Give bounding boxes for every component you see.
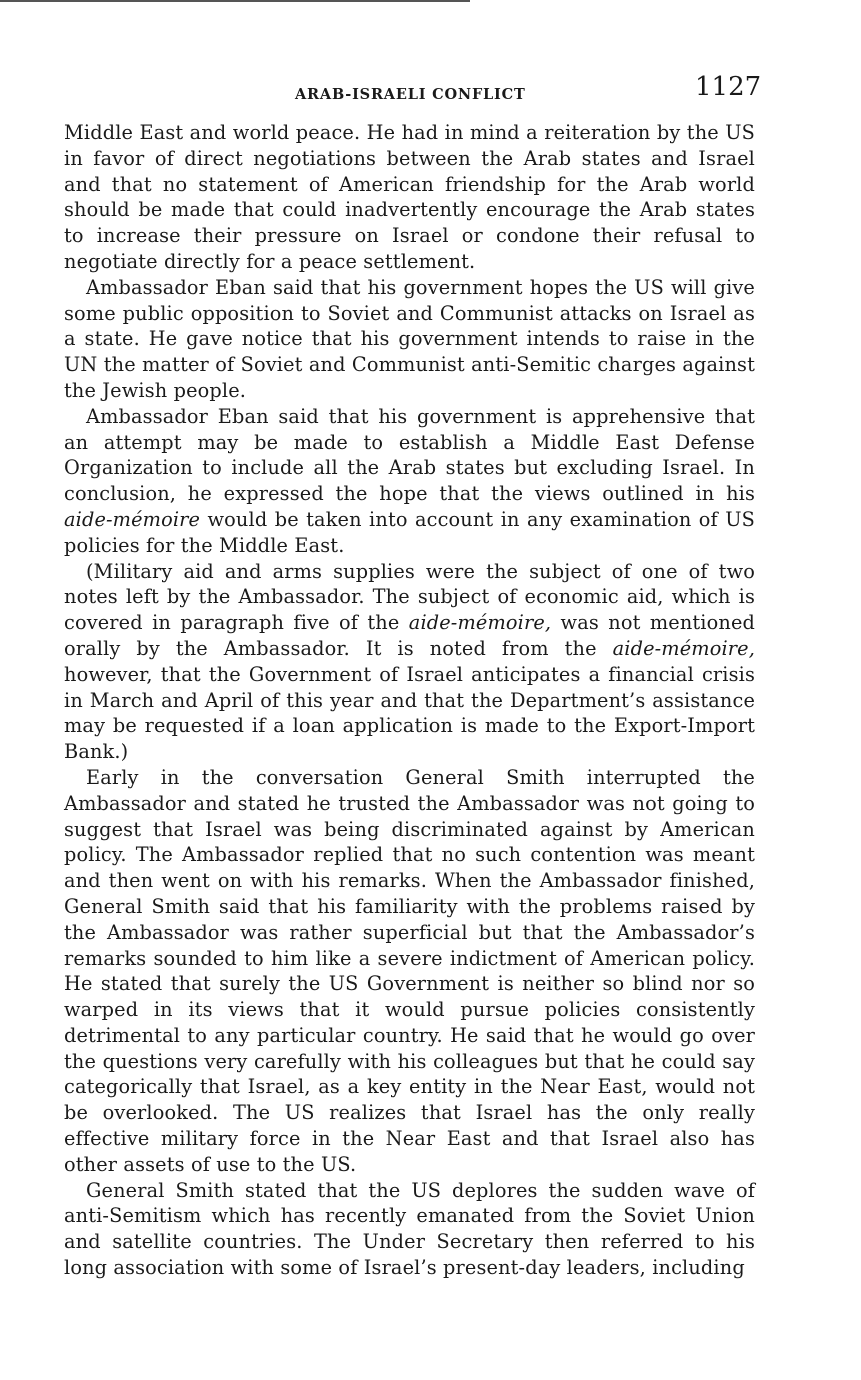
text-run: Ambassador Eban said that his government hopes the US will give some public opposition to Soviet and Communist attacks on Israel as a state. He gave notice that his government intends to raise in the UN the matter of Soviet and Communist anti-Semitic charges against the Jewish people. <box>64 275 755 402</box>
page-number: 1127 <box>695 72 762 102</box>
italic-term: aide-mémoire, <box>612 636 755 660</box>
paragraph-1 <box>64 120 755 275</box>
text-run: was not mentioned orally by the Ambassador. It is noted from the <box>64 611 755 660</box>
text-run: (Military aid and arms supplies were the subject of one of two notes left by the Ambassador. The subject of economic aid, which is covered in paragraph five of the <box>64 559 755 635</box>
paragraph-2 <box>64 275 755 404</box>
italic-term: aide-mémoire, <box>408 611 552 635</box>
text-run: Middle East and world peace. He had in mind a reiteration by the US in favor of direct negotiations between the Arab states and Israel and that no statement of American friendship for the Arab world should be made that could inadvertently encourage the Arab states to increase their pressure on Israel or condone their refusal to negotiate directly for a peace settlement. <box>64 121 755 273</box>
paragraph-5 <box>64 765 755 1178</box>
paragraph-4 <box>64 559 755 765</box>
top-edge-rule <box>0 0 470 2</box>
text-run: however, that the Government of Israel anticipates a financial crisis in March and April of this year and that the Department’s assistance may be requested if a loan application is made to the Export-Import Bank.) <box>64 662 755 764</box>
text-run: Ambassador Eban said that his government is apprehensive that an attempt may be made to establish a Middle East Defense Organization to include all the Arab states but excluding Israel. In conclusion, he expressed the hope that the views outlined in his <box>64 404 755 506</box>
text-run: General Smith stated that the US deplores the sudden wave of anti-Semitism which has recently emanated from the Soviet Union and satellite countries. The Under Secretary then referred to his long association with some of Israel’s present-day leaders, including <box>64 1178 755 1280</box>
italic-term: aide-mémoire <box>64 507 201 531</box>
paragraph-6 <box>64 1178 755 1281</box>
running-head: ARAB-ISRAELI CONFLICT <box>295 86 526 103</box>
text-run: Early in the conversation General Smith interrupted the Ambassador and stated he trusted the Ambassador was not going to suggest that Israel was being discriminated against by American policy. The Ambassador replied that no such contention was meant and then went on with his remarks. When the Ambassador finished, General Smith said that his familiarity with the problems raised by the Ambassador was rather superficial but that the Ambassador’s remarks sounded to him like a severe indictment of American policy. He stated that surely the US Government is neither so blind nor so warped in its views that it would pursue policies consistently detrimental to any particular country. He said that he would go over the questions very carefully with his colleagues but that he could say categorically that Israel, as a key entity in the Near East, would not be overlooked. The US realizes that Israel has the only really effective military force in the Near East and that Israel also has other assets of use to the US. <box>64 765 755 1176</box>
text-run: would be taken into account in any examination of US policies for the Middle East. <box>64 507 755 557</box>
body-text <box>64 120 755 1281</box>
paragraph-3 <box>64 404 755 559</box>
